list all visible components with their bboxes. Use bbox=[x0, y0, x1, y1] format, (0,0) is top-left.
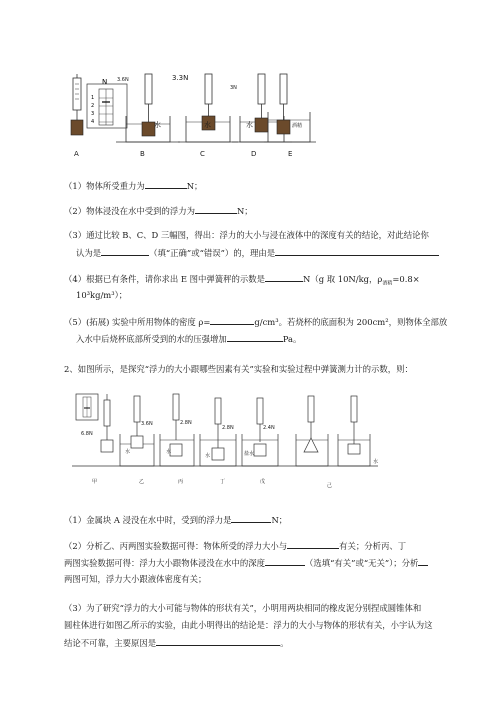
liquid-wu: 盐水 bbox=[244, 451, 255, 457]
answer-blank[interactable] bbox=[265, 557, 305, 566]
liquid-bing: 水 bbox=[166, 449, 172, 455]
q1-part5-line1: （5）(拓展) 实验中所用物体的密度 ρ= g/cm³。若烧杯的底面积为 200cm²，则物体全部放 bbox=[64, 317, 448, 327]
q1-part2: （2）物体浸没在水中受到的浮力为 N； bbox=[64, 206, 253, 216]
answer-blank[interactable] bbox=[231, 514, 271, 523]
q2-part2-line2: 两图实验数据可得：浮力大小跟物体浸没在水中的深度 （选填“有关”或“无关”）；分析 bbox=[64, 557, 428, 569]
reading-yi: 3.6N bbox=[141, 421, 153, 427]
letter-a: A bbox=[74, 150, 79, 158]
name-wu: 戊 bbox=[260, 479, 266, 485]
q2-part3-line2: 圆柱体进行如图乙所示的实验，由此小明得出的结论是：浮力的大小与物体的形状有关，小宇认为这 bbox=[64, 620, 433, 630]
liquid-ding: 水 bbox=[205, 453, 211, 459]
setup-ji bbox=[296, 396, 370, 466]
q2-part2-line3: 两图可知，浮力大小跟液体密度有关； bbox=[64, 574, 207, 584]
letter-d: D bbox=[251, 150, 257, 158]
q2-intro: 2、如图所示，是探究“浮力的大小跟哪些因素有关”实验和实验过程中弹簧测力计的示数，则： bbox=[64, 364, 413, 374]
name-jia: 甲 bbox=[92, 479, 98, 485]
liquid-yi: 水 bbox=[125, 449, 131, 455]
q2-part3-line1: （3）为了研究“浮力的大小可能与物体的形状有关”，小明用两块相同的橡皮泥分别捏成圆锥体和 bbox=[64, 603, 422, 613]
q1-part3-line2: 认为是 （填“正确”或“错误”）的，理由是 bbox=[76, 247, 439, 259]
letter-c: C bbox=[200, 150, 205, 158]
figure-2-apparatus bbox=[72, 392, 382, 482]
name-ding: 丁 bbox=[220, 479, 226, 485]
reading-c: 3.3N bbox=[172, 74, 189, 82]
setup-jia bbox=[76, 394, 113, 452]
answer-blank[interactable] bbox=[195, 205, 237, 214]
svg-text:4: 4 bbox=[91, 119, 95, 125]
liquid-c: 水 bbox=[204, 121, 211, 129]
answer-blank[interactable] bbox=[156, 637, 280, 646]
q1-part4-line2: 10³kg/m³）； bbox=[76, 290, 128, 300]
q1-part1: （1）物体所受重力为 N； bbox=[64, 181, 203, 191]
answer-blank[interactable] bbox=[418, 557, 428, 566]
svg-text:2: 2 bbox=[91, 103, 95, 109]
name-ji: 己 bbox=[327, 483, 333, 489]
answer-blank[interactable] bbox=[227, 333, 283, 342]
answer-blank[interactable] bbox=[287, 540, 339, 549]
setup-yi bbox=[120, 396, 154, 466]
setup-c bbox=[178, 74, 238, 142]
reading-jia: 6.8N bbox=[81, 431, 93, 437]
answer-blank[interactable] bbox=[210, 316, 254, 325]
q2-part3-line3: 结论不可靠，主要原因是 。 bbox=[64, 638, 289, 648]
reading-bing: 2.8N bbox=[180, 420, 192, 426]
setup-bing bbox=[160, 394, 194, 466]
liquid-d: 水 bbox=[246, 121, 253, 129]
name-yi: 乙 bbox=[139, 479, 145, 485]
answer-blank[interactable] bbox=[101, 247, 149, 256]
setup-e bbox=[264, 74, 316, 142]
figure-1-apparatus bbox=[60, 72, 320, 164]
q2-part1: （1）金属块 A 浸没在水中时，受到的浮力是 N； bbox=[64, 515, 288, 525]
letter-e: E bbox=[288, 150, 293, 158]
q1-part3-line1: （3）通过比较 B、C、D 三幅图，得出：浮力的大小与浸在液体中的深度有关的结论，对此结论你 bbox=[64, 230, 429, 240]
liquid-ji: 水 bbox=[373, 459, 379, 465]
reading-wu: 2.4N bbox=[263, 425, 275, 431]
svg-text:3: 3 bbox=[91, 111, 95, 117]
svg-text:1: 1 bbox=[91, 95, 95, 101]
liquid-b: 水 bbox=[154, 121, 161, 129]
name-bing: 丙 bbox=[178, 479, 184, 485]
answer-blank[interactable] bbox=[265, 273, 303, 282]
liquid-e: 酒精 bbox=[292, 123, 303, 129]
answer-blank[interactable] bbox=[275, 247, 439, 256]
q2-part2-line1: （2）分析乙、丙两图实验数据可得：物体所受的浮力大小与 有关；分析丙、丁 bbox=[64, 541, 407, 551]
reading-b: 3.6N bbox=[117, 77, 129, 83]
reading-ding: 2.8N bbox=[222, 425, 234, 431]
setup-a bbox=[71, 74, 127, 135]
letter-b: B bbox=[140, 150, 145, 158]
answer-blank[interactable] bbox=[145, 180, 187, 189]
q1-part5-line2: 入水中后烧杯底部所受到的水的压强增加 Pa。 bbox=[76, 334, 302, 344]
q1-part4-line1: （4）根据已有条件，请你求出 E 图中弹簧秤的示数是 N（g 取 10N/kg，$\rho_{酒精}=0.8\times$ bbox=[64, 274, 420, 287]
spring-unit-label: N bbox=[102, 78, 108, 86]
reading-d: 3N bbox=[230, 85, 237, 91]
